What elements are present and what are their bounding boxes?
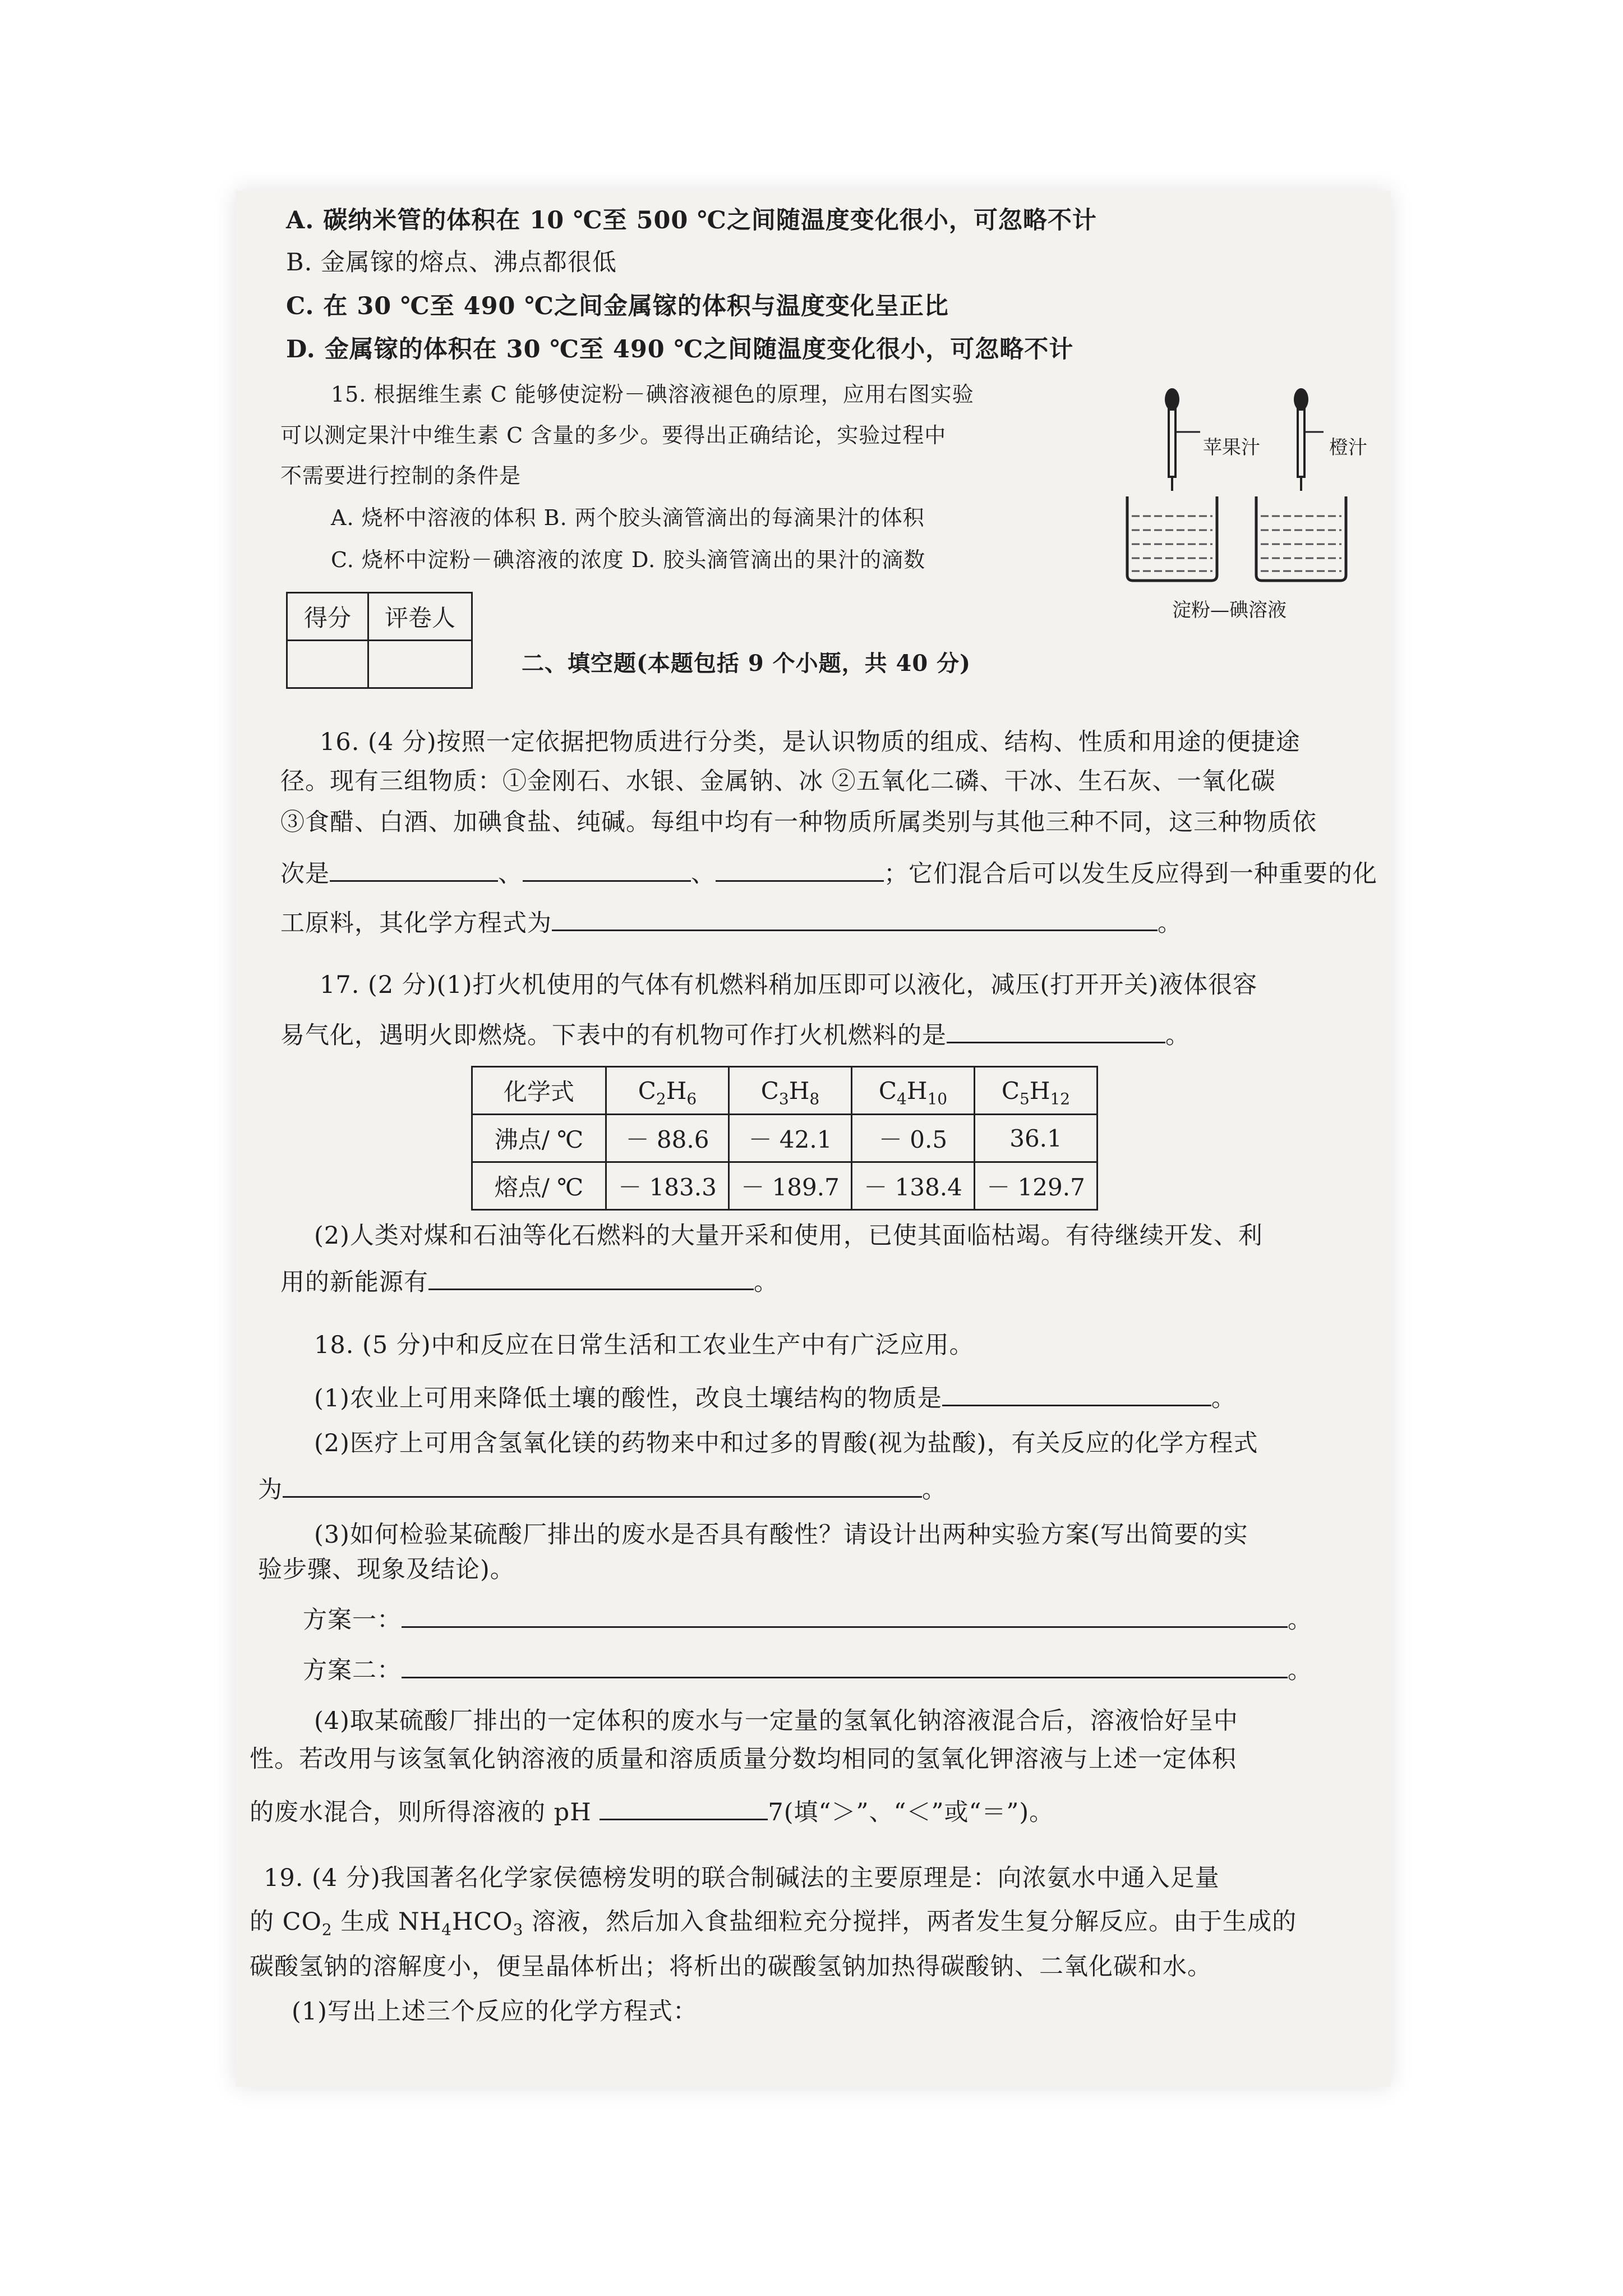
q16-answer-blank-1[interactable] bbox=[330, 875, 498, 882]
row-label-melting: 熔点/ ℃ bbox=[472, 1162, 606, 1210]
q18-part-4-suffix: 7(填“＞”、“＜”或“＝”)。 bbox=[768, 1798, 1054, 1826]
q18-ph-blank[interactable] bbox=[600, 1813, 768, 1820]
dropper-right-icon bbox=[1294, 388, 1308, 491]
q19-line-2: 的 $CO_2$ 生成 $NH_4HCO_3$ 溶液，然后加入食盐细粒充分搅拌，两者发生复分解反应。由于生成的 bbox=[250, 1908, 1297, 1939]
table-cell: － 138.4 bbox=[852, 1162, 975, 1210]
fuel-properties-table bbox=[471, 1066, 1098, 1211]
q16-sep-2: 、 bbox=[691, 860, 716, 888]
q16-line-4-prefix: 次是 bbox=[280, 860, 330, 888]
q18-plan-1-blank[interactable] bbox=[402, 1621, 1288, 1628]
q18-plan-2-suffix: 。 bbox=[1288, 1657, 1312, 1685]
q18-part-1-blank[interactable] bbox=[942, 1399, 1211, 1406]
section-2-title: 二、填空题(本题包括 9 个小题，共 40 分) bbox=[522, 650, 971, 677]
q16-line-1: 16. (4 分)按照一定依据把物质进行分类，是认识物质的组成、结构、性质和用途的便捷途 bbox=[320, 728, 1301, 756]
q18-plan-1-label: 方案一： bbox=[303, 1606, 402, 1634]
q17-energy-blank[interactable] bbox=[428, 1283, 754, 1290]
q17-line-2-prefix: 易气化，遇明火即燃烧。下表中的有机物可作打火机燃料的是 bbox=[280, 1022, 947, 1050]
q16-answer-blank-2[interactable] bbox=[523, 875, 691, 882]
q18-plan-2 bbox=[303, 1655, 1312, 1686]
q16-answer-blank-3[interactable] bbox=[716, 875, 884, 882]
q15-line-2: 可以测定果汁中维生素 C 含量的多少。要得出正确结论，实验过程中 bbox=[280, 423, 947, 448]
q18-plan-2-blank[interactable] bbox=[402, 1671, 1288, 1678]
table-cell: 36.1 bbox=[975, 1115, 1098, 1162]
q18-part-2-line-1: (2)医疗上可用含氢氧化镁的药物来中和过多的胃酸(视为盐酸)，有关反应的化学方程式 bbox=[314, 1429, 1258, 1457]
table-cell: － 129.7 bbox=[975, 1162, 1098, 1210]
q16-line-4-suffix: ；它们混合后可以发生反应得到一种重要的化 bbox=[884, 860, 1377, 888]
q18-line-1: 18. (5 分)中和反应在日常生活和工农业生产中有广泛应用。 bbox=[314, 1331, 974, 1359]
q16-line-2: 径。现有三组物质：①金刚石、水银、金属钠、冰 ②五氧化二磷、干冰、生石灰、一氧化碳 bbox=[280, 767, 1276, 795]
q17-part-2-line-2 bbox=[280, 1267, 778, 1298]
q18-part-1-prefix: (1)农业上可用来降低土壤的酸性，改良土壤结构的物质是 bbox=[314, 1384, 942, 1412]
q18-part-2-suffix: 。 bbox=[922, 1476, 947, 1504]
q16-line-4 bbox=[280, 858, 1377, 890]
q18-part-4-line-1: (4)取某硫酸厂排出的一定体积的废水与一定量的氢氧化钠溶液混合后，溶液恰好呈中 bbox=[314, 1707, 1238, 1735]
q18-part-1-suffix: 。 bbox=[1211, 1384, 1236, 1412]
header-c4h10: $C_4H_{10}$ bbox=[852, 1067, 975, 1115]
score-label: 得分 bbox=[287, 593, 368, 641]
table-cell: － 183.3 bbox=[606, 1162, 729, 1210]
row-label-boiling: 沸点/ ℃ bbox=[472, 1115, 606, 1162]
q18-part-3-line-1: (3)如何检验某硫酸厂排出的废水是否具有酸性？请设计出两种实验方案(写出简要的实 bbox=[314, 1521, 1248, 1549]
dropper-left-icon bbox=[1165, 388, 1179, 491]
grader-label: 评卷人 bbox=[368, 593, 472, 641]
q17-part-2-line-1: (2)人类对煤和石油等化石燃料的大量开采和使用，已使其面临枯竭。有待继续开发、利 bbox=[314, 1222, 1263, 1250]
q17-line-2-suffix: 。 bbox=[1165, 1022, 1190, 1050]
q19-line-4: (1)写出上述三个反应的化学方程式： bbox=[292, 1998, 698, 2026]
figure-caption: 淀粉—碘溶液 bbox=[1172, 599, 1287, 622]
q15-experiment-figure bbox=[1116, 387, 1385, 611]
q18-equation-blank[interactable] bbox=[283, 1490, 922, 1498]
q18-part-3-line-2: 验步骤、现象及结论)。 bbox=[258, 1556, 515, 1584]
q14-option-b: B. 金属镓的熔点、沸点都很低 bbox=[286, 249, 617, 277]
beaker-right-icon bbox=[1256, 496, 1346, 581]
score-box bbox=[286, 592, 473, 689]
q16-line-5-prefix: 工原料，其化学方程式为 bbox=[280, 909, 552, 937]
q16-line-5-suffix: 。 bbox=[1158, 909, 1182, 937]
q18-part-1 bbox=[314, 1383, 1236, 1414]
q17-line-2 bbox=[280, 1020, 1190, 1051]
table-cell: － 189.7 bbox=[729, 1162, 852, 1210]
q17-part-2-prefix: 用的新能源有 bbox=[280, 1268, 428, 1296]
beaker-left-icon bbox=[1127, 496, 1217, 581]
q15-options-row-1: A. 烧杯中溶液的体积 B. 两个胶头滴管滴出的每滴果汁的体积 bbox=[331, 505, 925, 530]
grader-cell bbox=[368, 641, 472, 688]
table-header-row bbox=[472, 1067, 1098, 1115]
q16-line-5 bbox=[280, 908, 1182, 939]
q18-part-2-prefix: 为 bbox=[258, 1476, 283, 1504]
q14-option-d: D. 金属镓的体积在 30 ℃至 490 ℃之间随温度变化很小，可忽略不计 bbox=[286, 335, 1074, 364]
q15-line-3: 不需要进行控制的条件是 bbox=[280, 463, 522, 488]
header-c5h12: $C_5H_{12}$ bbox=[975, 1067, 1098, 1115]
table-cell: － 42.1 bbox=[729, 1115, 852, 1162]
score-cell bbox=[287, 641, 368, 688]
header-formula-label: 化学式 bbox=[472, 1067, 606, 1115]
q14-option-a: A. 碳纳米管的体积在 10 ℃至 500 ℃之间随温度变化很小，可忽略不计 bbox=[286, 206, 1097, 234]
header-c3h8: $C_3H_8$ bbox=[729, 1067, 852, 1115]
table-row bbox=[472, 1115, 1098, 1162]
q16-line-3: ③食醋、白酒、加碘食盐、纯碱。每组中均有一种物质所属类别与其他三种不同，这三种物质依 bbox=[280, 808, 1317, 836]
q18-part-4-line-2: 性。若改用与该氢氧化钠溶液的质量和溶质质量分数均相同的氢氧化钾溶液与上述一定体积 bbox=[250, 1745, 1237, 1773]
table-row bbox=[472, 1162, 1098, 1210]
table-cell: － 88.6 bbox=[606, 1115, 729, 1162]
q19-line-3: 碳酸氢钠的溶解度小，便呈晶体析出；将析出的碳酸氢钠加热得碳酸钠、二氧化碳和水。 bbox=[250, 1953, 1212, 1981]
q19-line-1: 19. (4 分)我国著名化学家侯德榜发明的联合制碱法的主要原理是：向浓氨水中通入足量 bbox=[264, 1864, 1220, 1892]
q15-line-1: 15. 根据维生素 C 能够使淀粉－碘溶液褪色的原理，应用右图实验 bbox=[331, 382, 974, 407]
q18-part-4-line-3 bbox=[250, 1797, 1054, 1828]
q16-equation-blank[interactable] bbox=[552, 924, 1158, 931]
q17-fuel-blank[interactable] bbox=[947, 1036, 1165, 1043]
q15-options-row-2: C. 烧杯中淀粉－碘溶液的浓度 D. 胶头滴管滴出的果汁的滴数 bbox=[331, 547, 926, 572]
q18-plan-1 bbox=[303, 1604, 1312, 1636]
q18-part-2-line-2 bbox=[258, 1474, 947, 1506]
q16-sep-1: 、 bbox=[498, 860, 523, 888]
table-cell: － 0.5 bbox=[852, 1115, 975, 1162]
q18-plan-2-label: 方案二： bbox=[303, 1657, 402, 1685]
label-orange-juice: 橙汁 bbox=[1329, 436, 1367, 459]
q18-plan-1-suffix: 。 bbox=[1288, 1606, 1312, 1634]
q14-option-c: C. 在 30 ℃至 490 ℃之间金属镓的体积与温度变化呈正比 bbox=[286, 292, 949, 320]
q17-part-2-suffix: 。 bbox=[754, 1268, 778, 1296]
q17-line-1: 17. (2 分)(1)打火机使用的气体有机燃料稍加压即可以液化，减压(打开开关)液体很容 bbox=[320, 971, 1258, 999]
q18-part-4-prefix: 的废水混合，则所得溶液的 pH bbox=[250, 1798, 592, 1826]
header-c2h6: $C_2H_6$ bbox=[606, 1067, 729, 1115]
label-apple-juice: 苹果汁 bbox=[1203, 436, 1260, 459]
